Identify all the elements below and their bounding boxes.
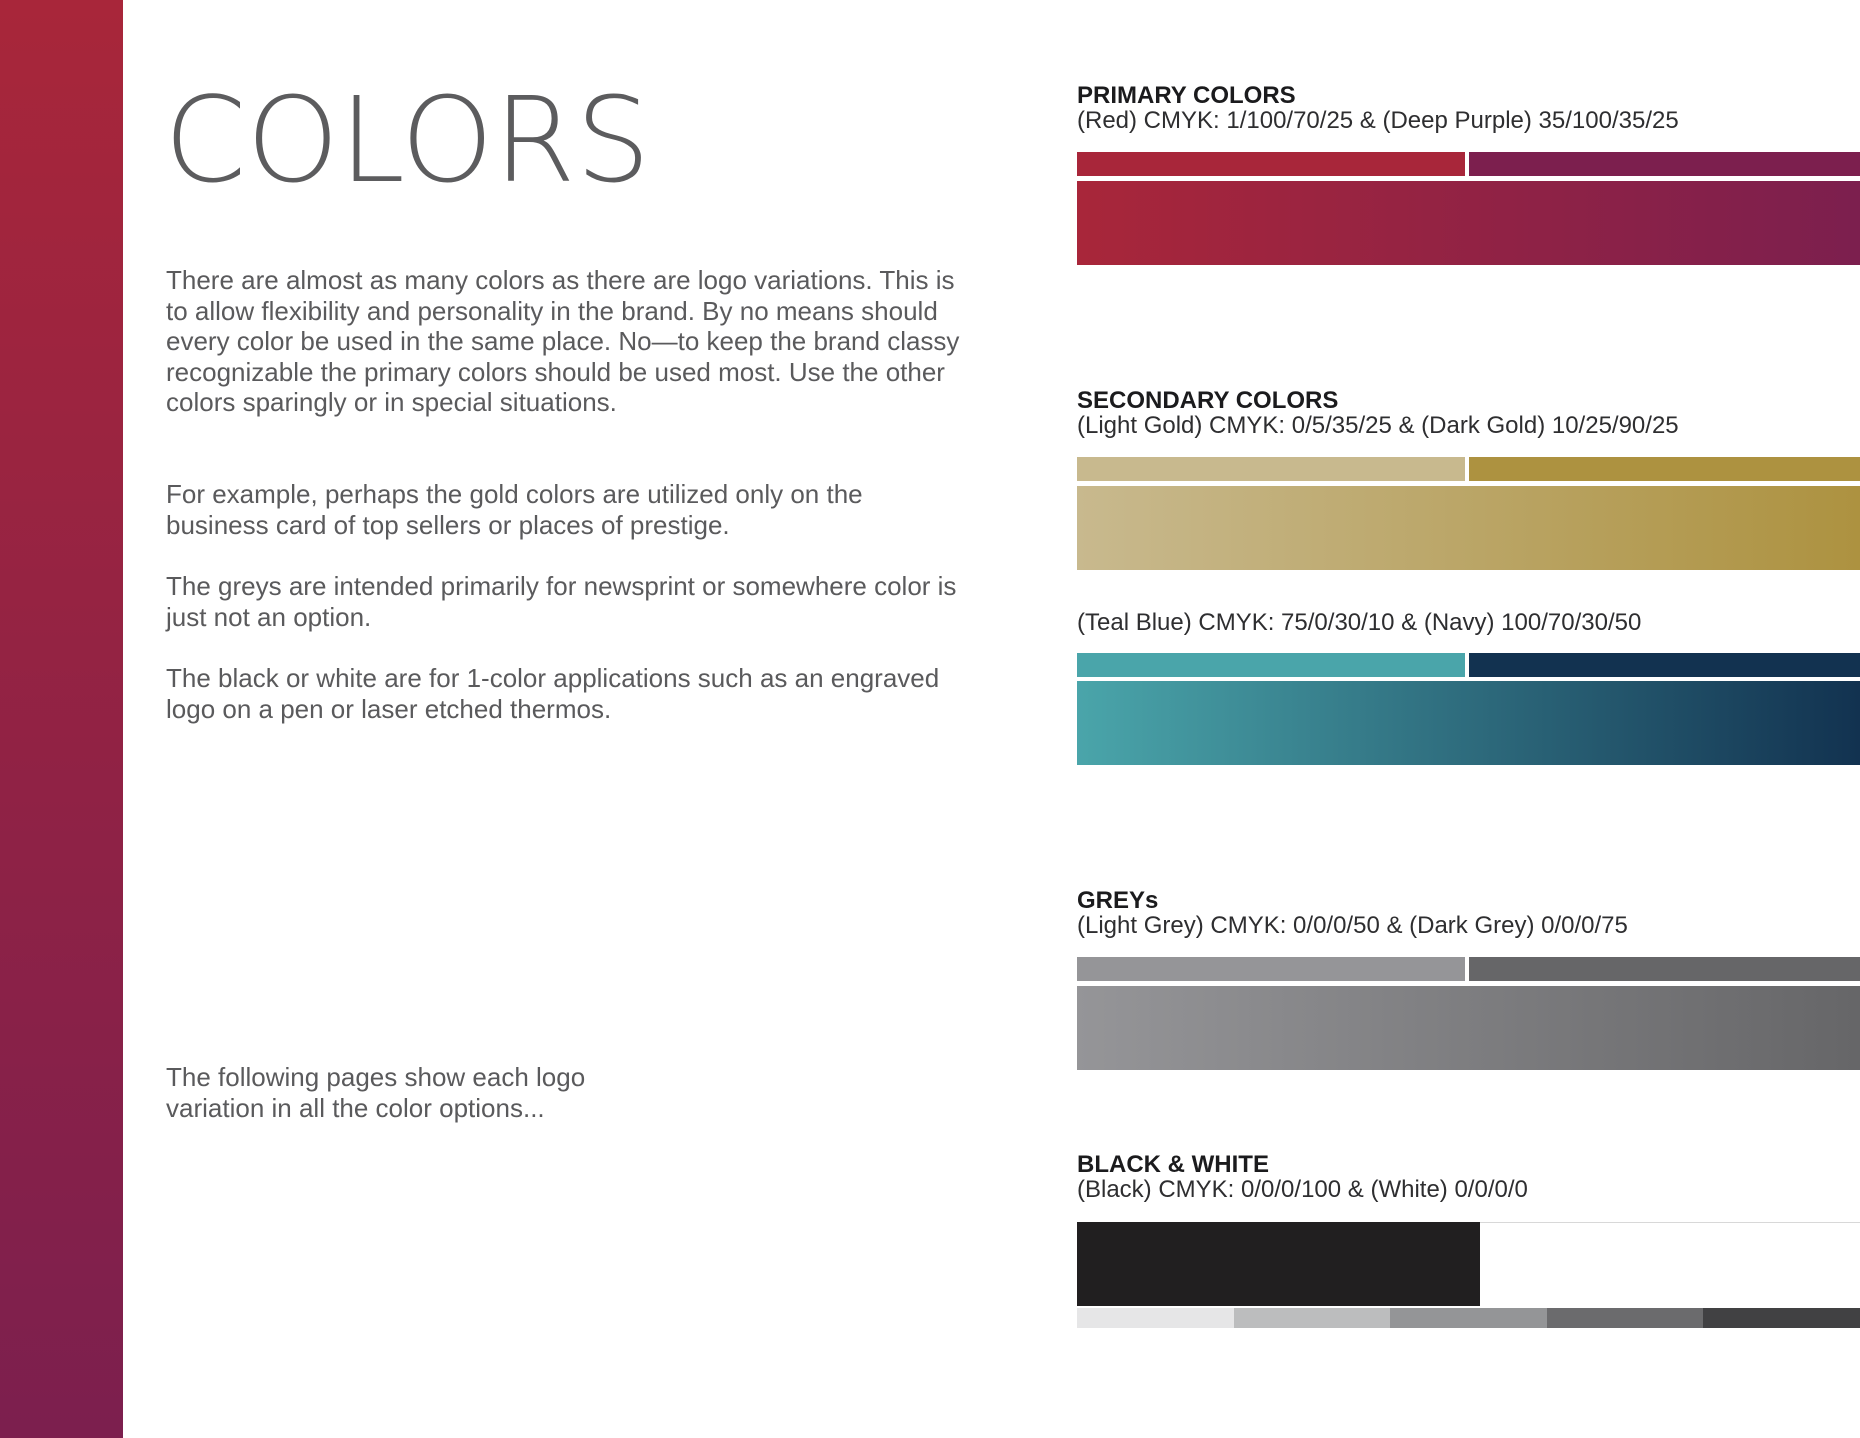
navy-swatch	[1469, 653, 1860, 677]
teal-navy-cmyk: (Teal Blue) CMYK: 75/0/30/10 & (Navy) 100/70/30/50	[1077, 609, 1642, 636]
primary-colors-title: PRIMARY COLORS	[1077, 82, 1296, 109]
bw-usage-paragraph	[166, 663, 966, 724]
gold-swatch-row	[1077, 457, 1860, 481]
light-gold-swatch	[1077, 457, 1465, 481]
teal-blue-swatch	[1077, 653, 1465, 677]
primary-gradient-swatch	[1077, 181, 1860, 265]
gold-usage-paragraph	[166, 479, 966, 540]
tint-swatch-5	[1703, 1308, 1860, 1328]
following-pages-note	[166, 1062, 646, 1123]
secondary-colors-title: SECONDARY COLORS	[1077, 387, 1339, 414]
dark-gold-swatch	[1469, 457, 1860, 481]
tint-swatch-2	[1234, 1308, 1391, 1328]
teal-navy-swatch-row	[1077, 653, 1860, 677]
primary-swatch-row	[1077, 152, 1860, 176]
primary-colors-section	[1077, 84, 1860, 133]
page-title: COLORS	[164, 71, 651, 209]
greys-swatch-row	[1077, 957, 1860, 981]
white-swatch	[1480, 1222, 1860, 1306]
tint-swatch-3	[1390, 1308, 1547, 1328]
teal-navy-gradient-swatch	[1077, 681, 1860, 765]
greys-section	[1077, 889, 1860, 938]
greys-usage-text: The greys are intended primarily for newsprint or somewhere color is just not an option.	[166, 571, 957, 632]
intro-paragraph	[166, 265, 966, 418]
primary-colors-cmyk: (Red) CMYK: 1/100/70/25 & (Deep Purple) 35/100/35/25	[1077, 107, 1679, 134]
tint-swatch-4	[1547, 1308, 1704, 1328]
greys-usage-paragraph	[166, 571, 966, 632]
gold-colors-cmyk: (Light Gold) CMYK: 0/5/35/25 & (Dark Gold) 10/25/90/25	[1077, 412, 1679, 439]
tint-swatch-1	[1077, 1308, 1234, 1328]
greys-cmyk: (Light Grey) CMYK: 0/0/0/50 & (Dark Grey) 0/0/0/75	[1077, 912, 1628, 939]
dark-grey-swatch	[1469, 957, 1860, 981]
black-white-section	[1077, 1153, 1860, 1202]
light-grey-swatch	[1077, 957, 1465, 981]
black-white-title: BLACK & WHITE	[1077, 1151, 1269, 1178]
intro-paragraph-text: There are almost as many colors as there are logo variations. This is to allow flexibility and personality in the brand. By no means should every color be used in the same place. No—to keep the brand classy recognizable the primary colors should be used most. Use the other colors sparingly or in special situations.	[166, 265, 960, 417]
black-swatch	[1077, 1222, 1480, 1306]
black-white-cmyk: (Black) CMYK: 0/0/0/100 & (White) 0/0/0/0	[1077, 1176, 1528, 1203]
secondary-colors-section	[1077, 387, 1860, 636]
following-pages-text: The following pages show each logo variation in all the color options...	[166, 1062, 586, 1123]
bw-usage-text: The black or white are for 1-color applications such as an engraved logo on a pen or laser etched thermos.	[166, 663, 940, 724]
greys-title: GREYs	[1077, 887, 1159, 914]
side-color-band	[0, 0, 123, 1438]
greys-gradient-swatch	[1077, 986, 1860, 1070]
grey-tint-strip	[1077, 1308, 1860, 1328]
red-swatch	[1077, 152, 1465, 176]
gold-gradient-swatch	[1077, 486, 1860, 570]
deep-purple-swatch	[1469, 152, 1860, 176]
gold-usage-text: For example, perhaps the gold colors are utilized only on the business card of top sellers or places of prestige.	[166, 479, 863, 540]
